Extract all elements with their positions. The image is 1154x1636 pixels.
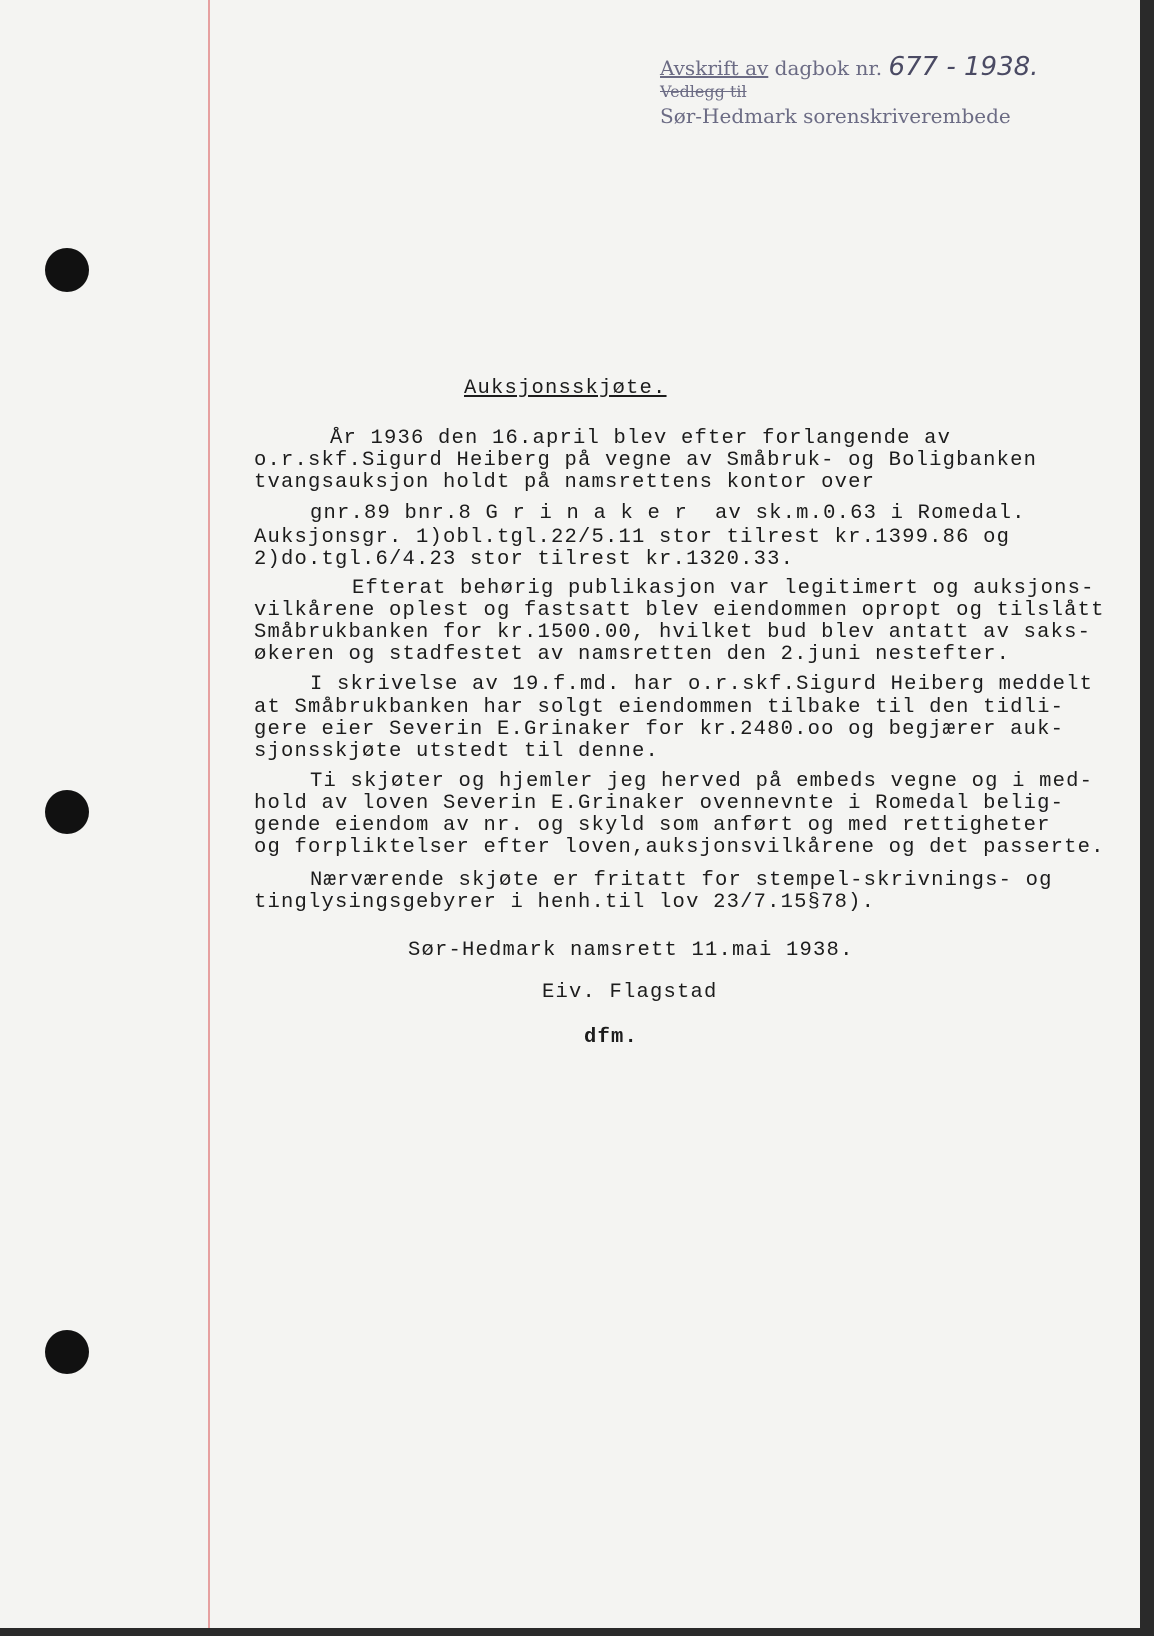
registry-stamp bbox=[660, 52, 1038, 131]
signature: Eiv. Flagstad bbox=[542, 981, 718, 1004]
text-line: Nærværende skjøte er fritatt for stempel-skrivnings- og bbox=[310, 869, 1053, 892]
document-title: Auksjonsskjøte. bbox=[464, 377, 667, 400]
stamp-office: Sør-Hedmark sorenskriverembede bbox=[660, 104, 1011, 128]
text-line: I skrivelse av 19.f.md. har o.r.skf.Sigurd Heiberg meddelt bbox=[310, 673, 1094, 696]
text-line: o.r.skf.Sigurd Heiberg på vegne av Småbruk- og Boligbanken bbox=[254, 449, 1038, 472]
punch-hole bbox=[45, 248, 89, 292]
text-line: vilkårene oplest og fastsatt blev eiendommen opropt og tilslått bbox=[254, 599, 1105, 622]
stamp-line2: Vedlegg til bbox=[660, 82, 747, 101]
text-line: gende eiendom av nr. og skyld som anført og med rettigheter bbox=[254, 814, 1051, 837]
text-line: hold av loven Severin E.Grinaker ovennevnte i Romedal belig- bbox=[254, 792, 1065, 815]
stamp-number: 677 - 1938. bbox=[888, 52, 1039, 82]
stamp-prefix: Avskrift av bbox=[660, 56, 769, 80]
text-line: Småbrukbanken for kr.1500.00, hvilket bud blev antatt av saks- bbox=[254, 621, 1092, 644]
initials: dfm. bbox=[584, 1026, 639, 1049]
text-line: gnr.89 bnr.8 G r i n a k e r av sk.m.0.63 i Romedal. bbox=[310, 502, 1026, 525]
punch-hole bbox=[45, 790, 89, 834]
stamp-label: dagbok nr. bbox=[774, 56, 883, 80]
margin-line bbox=[208, 0, 210, 1628]
text-line: År 1936 den 16.april blev efter forlangende av bbox=[330, 427, 952, 450]
text-line: tinglysingsgebyrer i henh.til lov 23/7.15§78). bbox=[254, 891, 876, 914]
text-line: sjonsskjøte utstedt til denne. bbox=[254, 740, 660, 763]
text-line: 2)do.tgl.6/4.23 stor tilrest kr.1320.33. bbox=[254, 548, 795, 571]
punch-hole bbox=[45, 1330, 89, 1374]
text-line: tvangsauksjon holdt på namsrettens kontor over bbox=[254, 471, 876, 494]
text-line: at Småbrukbanken har solgt eiendommen tilbake til den tidli- bbox=[254, 696, 1065, 719]
text-line: økeren og stadfestet av namsretten den 2.juni nestefter. bbox=[254, 643, 1011, 666]
text-line: Auksjonsgr. 1)obl.tgl.22/5.11 stor tilrest kr.1399.86 og bbox=[254, 526, 1011, 549]
text-line: gere eier Severin E.Grinaker for kr.2480.oo og begjærer auk- bbox=[254, 718, 1065, 741]
place-date: Sør-Hedmark namsrett 11.mai 1938. bbox=[408, 939, 854, 962]
text-line: og forpliktelser efter loven,auksjonsvilkårene og det passerte. bbox=[254, 836, 1105, 859]
text-line: Ti skjøter og hjemler jeg herved på embeds vegne og i med- bbox=[310, 770, 1094, 793]
text-line: Efterat behørig publikasjon var legitimert og auksjons- bbox=[352, 577, 1095, 600]
